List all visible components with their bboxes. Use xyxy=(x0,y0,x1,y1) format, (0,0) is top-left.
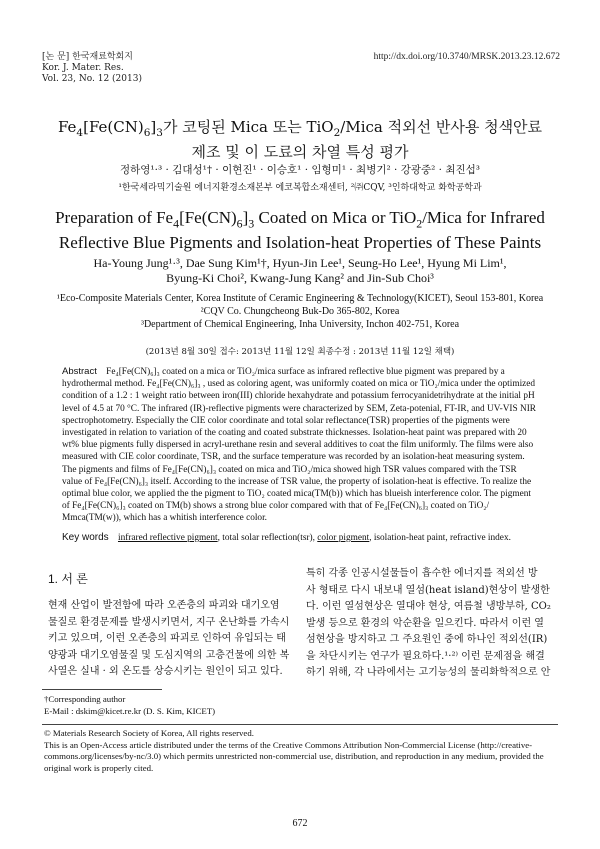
title-en-part: Preparation of Fe xyxy=(55,208,174,227)
license-line: This is an Open-Access article distributed under the terms of the Creative Commons Attribution Non-Commercial License (http://creative- xyxy=(44,739,533,750)
abstract-line: The pigments and films of Fe₄[Fe(CN)₆]₃ coated on mica and TiO₂/mica showed high TSR values compared with the TSR xyxy=(62,464,517,475)
abstract-line: investigated in relation to variation of the coating and coated substrate thicknesses. Isolation-heat paint was prepared with 20 xyxy=(62,428,527,439)
body-line: 양광과 대기오염물질 및 도심지역의 고층건물에 의한 복 xyxy=(48,649,290,661)
title-kr-line2: 제조 및 이 도료의 차열 특성 평가 xyxy=(191,143,409,161)
copyright: © Materials Research Society of Korea, All rights reserved. xyxy=(44,728,254,738)
footnote-divider xyxy=(42,689,162,690)
submission-dates: (2013년 8월 30일 접수: 2013년 11월 12일 최종수정 : 2013년 11월 12일 채택) xyxy=(145,347,455,357)
license-line: original work is properly cited. xyxy=(44,762,154,773)
abstract-line: optimal blue color, we applied the the pigment to TiO₂ coated mica(TM(b)) which has blueish interference color. The pigment xyxy=(62,489,531,500)
affiliations-english xyxy=(40,292,560,331)
body-right-column xyxy=(306,566,556,682)
title-english xyxy=(20,208,580,253)
affiliations-korean: ¹한국세라믹기술원 에너지환경소재본부 에코복합소재센터, ²㈜CQV, ³인하대학교 화학공학과 xyxy=(118,183,482,193)
body-line: 사 형태로 다시 내보내 열섬(heat island)현상이 발생한 xyxy=(306,584,550,596)
journal-volume: Vol. 23, No. 12 (2013) xyxy=(42,74,142,84)
doi-link[interactable]: http://dx.doi.org/10.3740/MRSK.2013.23.12.672 xyxy=(373,52,560,62)
authors-english xyxy=(40,256,560,286)
corresponding-author: †Corresponding author xyxy=(44,694,126,704)
section-heading: 1. 서 론 xyxy=(48,572,88,586)
journal-name-en: Kor. J. Mater. Res. xyxy=(42,63,124,73)
abstract-line: value of Fe₄[Fe(CN)₆]₃ itself. According to the increase of TSR value, the property of isolation-heat is effective. To realize the xyxy=(62,476,532,487)
affil-en-2: ²CQV Co. Chungcheong Buk-Do 365-802, Korea xyxy=(200,306,400,317)
abstract-text: Fe₄[Fe(CN)₆]₃ coated on a mica or TiO₂/mica surface as infrared reflective blue pigment was prepared by a xyxy=(106,367,505,377)
corresponding-email: E-Mail : dskim@kicet.re.kr (D. S. Kim, KICET) xyxy=(44,705,216,716)
title-kr-part: [Fe(CN) xyxy=(83,118,144,136)
body-line: 사열은 실내 · 외 온도를 상승시키는 원인이 되고 있다. xyxy=(48,666,283,677)
body-line: 섬현상을 방지하고 그 주요원인 중에 하나인 적외선(IR) xyxy=(306,634,548,645)
body-left-column xyxy=(48,598,298,681)
body-line: 특히 각종 인공시설물들이 흡수한 에너지를 적외선 방 xyxy=(306,568,538,579)
footnote-divider xyxy=(42,724,558,725)
title-kr-part: /Mica 적외선 반사용 청색안료 xyxy=(340,118,543,136)
keywords-label: Key words xyxy=(62,532,109,543)
abstract xyxy=(62,366,540,525)
journal-name-kr: [논 문] 한국재료학회지 xyxy=(42,52,133,62)
abstract-line xyxy=(62,366,540,378)
affil-en-3: ³Department of Chemical Engineering, Inha University, Inchon 402-751, Korea xyxy=(140,319,460,330)
abstract-line: spectrophotometry. Especially the CIE color coordinate and total solar reflectance(TSR) properties of the pigments were xyxy=(62,415,510,426)
footnote-license xyxy=(44,728,560,774)
abstract-line: of Fe₄[Fe(CN)₆]₃ coated on TM(b) shows a strong blue color compared with that of Fe₄[Fe(CN)₆]₃ coated on TiO₂/ xyxy=(62,501,490,512)
keywords-text: , isolation-heat paint, refractive index. xyxy=(369,533,511,543)
title-korean xyxy=(40,118,560,162)
title-en-part: Coated on Mica or TiO xyxy=(254,208,417,227)
title-kr-part: 가 코팅된 Mica 또는 TiO xyxy=(162,118,334,136)
footnote-corresponding xyxy=(44,694,215,717)
keywords xyxy=(62,532,540,544)
body-line: 물질로 환경문제를 발생시키면서, 지구 온난화를 가속시 xyxy=(48,616,290,628)
abstract-line: hydrothermal method. Fe₄[Fe(CN)₆]₃ , used as coloring agent, was uniformly coated on mica or TiO₂/mica under the optimized xyxy=(62,379,536,390)
body-line: 현재 산업이 발전함에 따라 오존층의 파괴와 대기오염 xyxy=(48,600,280,611)
title-kr-sub: 4 xyxy=(76,127,84,139)
title-en-sub: 4 xyxy=(173,216,180,231)
title-en-sub: 2 xyxy=(416,216,423,231)
keyword-link[interactable]: color pigment xyxy=(317,533,370,543)
abstract-line: condition of a 1.2 : 1 weight ratio between iron(III) chloride hexahydrate and potassium ferrocyanidetrihydrate at the initial pH xyxy=(62,391,535,402)
title-kr-sub: 6 xyxy=(143,127,151,139)
keyword-link[interactable]: infrared reflective pigment xyxy=(117,533,218,543)
affil-en-1: ¹Eco-Composite Materials Center, Korea Institute of Ceramic Engineering & Technology(KICET), Seoul 153-801, Korea xyxy=(56,293,544,304)
title-kr-part: Fe xyxy=(57,118,77,136)
authors-korean: 정하영¹·³ · 김대성¹† · 이현진¹ · 이승호¹ · 임형미¹ · 최병기² · 강광중² · 최진섭³ xyxy=(120,164,480,176)
abstract-line: measured with CIE color coordinate, TSR, and the surface temperature was recorded by an isolation-heat measuring system. xyxy=(62,452,525,463)
abstract-line: level of 4.5 at 70 °C. The infrared (IR)-reflective pigments were characterized by SEM, Zeta-potenial, FT-IR, and UV-VIS NIR xyxy=(62,403,537,414)
title-kr-sub: 3 xyxy=(156,127,163,139)
title-en-part: [Fe(CN) xyxy=(179,208,237,227)
title-en-sub: 6 xyxy=(236,216,243,231)
page-number: 672 xyxy=(292,818,308,829)
title-en-part: /Mica for Infrared xyxy=(422,208,545,227)
title-en-sub: 3 xyxy=(248,216,255,231)
title-en-part: ] xyxy=(242,208,249,227)
authors-en-line2: Byung-Ki Choi², Kwang-Jung Kang² and Jin-Sub Choi³ xyxy=(166,271,434,285)
title-kr-part: ] xyxy=(150,118,157,136)
body-line: 다. 이런 열섬현상은 열대야 현상, 여름철 냉방부하, CO₂ xyxy=(306,601,551,612)
authors-en-line1: Ha-Young Jung¹·³, Dae Sung Kim¹†, Hyun-Jin Lee¹, Seung-Ho Lee¹, Hyung Mi Lim¹, xyxy=(93,256,507,270)
abstract-line: wt% blue pigments fully dispersed in acryl-urethane resin and several additives to coat the film uniformly. The films were also xyxy=(62,440,534,451)
title-kr-sub: 2 xyxy=(333,127,341,139)
abstract-label: Abstract xyxy=(62,366,97,377)
body-line: 키고 있으며, 이런 오존층의 파괴로 인하여 유입되는 태 xyxy=(48,633,286,644)
title-en-line2: Reflective Blue Pigments and Isolation-heat Properties of These Paints xyxy=(58,233,542,253)
abstract-line: Mmca(TM(w)), which has a whitish interference color. xyxy=(62,513,267,524)
body-line: 을 차단시키는 연구가 필요하다.¹·²⁾ 이런 문제점을 해결 xyxy=(306,650,545,662)
journal-header xyxy=(42,52,142,85)
body-line: 발생 등으로 환경의 악순환을 일으킨다. 따라서 이런 열 xyxy=(306,617,544,629)
keywords-text: , total solar reflection(tsr), xyxy=(217,533,318,543)
license-line: commons.org/licenses/by-nc/3.0) which permits unrestricted non-commercial use, distribution, and reproduction in any medium, provided the xyxy=(44,751,544,761)
body-line: 하기 위해, 각 나라에서는 고기능성의 물리화학적으로 안 xyxy=(306,667,551,678)
